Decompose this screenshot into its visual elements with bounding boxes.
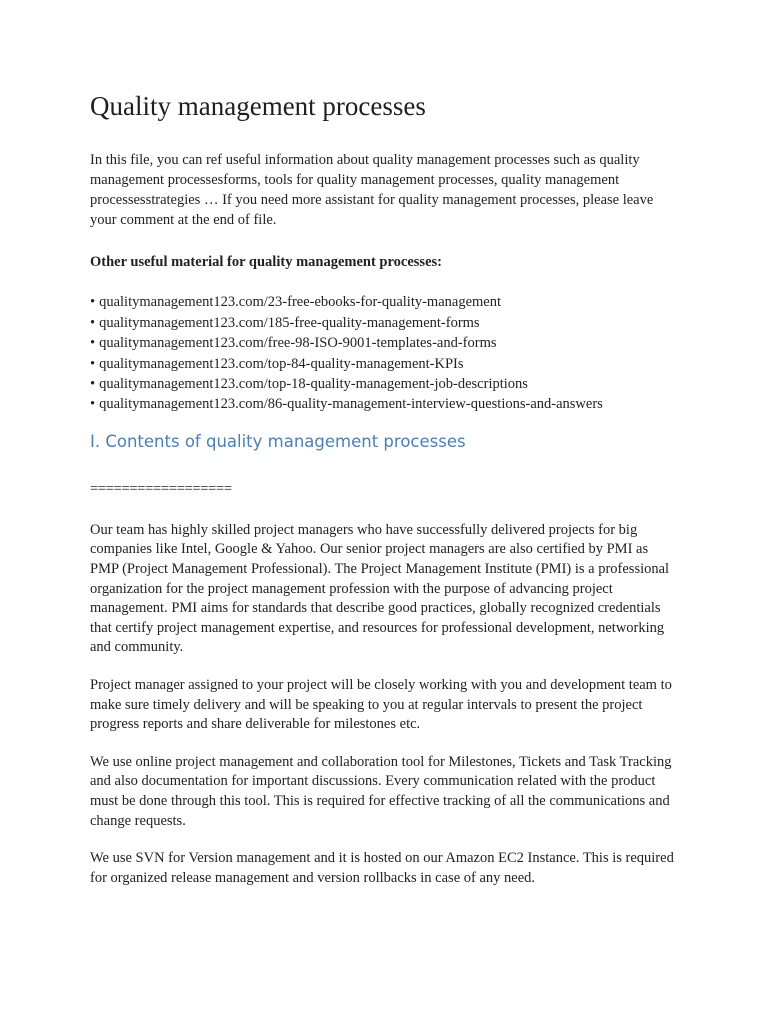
- list-item: [90, 394, 678, 414]
- body-paragraph: We use online project management and collaboration tool for Milestones, Tickets and Task Tracking and also documentation for important discussions. Every communication related with the product must be done through this tool. This is required for effective tracking of all the communications and change requests.: [90, 753, 672, 829]
- link-text[interactable]: qualitymanagement123.com/185-free-quality-management-forms: [99, 314, 480, 331]
- intro-paragraph: In this file, you can ref useful information about quality management processes such as quality management processesforms, tools for quality management processes, quality management processesstrategies … If you need more assistant for quality management processes, please leave your comment at the end of file.: [90, 152, 654, 229]
- body-paragraph: Our team has highly skilled project managers who have successfully delivered projects for big companies like Intel, Google & Yahoo. Our senior project managers are also certified by PMI as PMP (Project Management Professional). The Project Management Institute (PMI) is a professional organization for the project management profession with the purpose of advancing project management. PMI aims for standards that describe good practices, globally recognized credentials that certify project management expertise, and resources for professional development, networking and community.: [90, 521, 670, 656]
- link-text[interactable]: qualitymanagement123.com/top-84-quality-management-KPIs: [99, 355, 464, 372]
- separator-line: ==================: [90, 480, 232, 497]
- list-item: [90, 333, 678, 353]
- bullet-icon: •: [90, 376, 96, 393]
- list-item: [90, 292, 678, 312]
- page-title: Quality management processes: [90, 91, 426, 121]
- body-paragraph: We use SVN for Version management and it is hosted on our Amazon EC2 Instance. This is required for organized release management and version rollbacks in case of any need.: [90, 850, 674, 886]
- bullet-icon: •: [90, 355, 96, 372]
- section-heading: I. Contents of quality management processes: [90, 431, 466, 451]
- link-text[interactable]: qualitymanagement123.com/23-free-ebooks-for-quality-management: [99, 294, 502, 311]
- list-item: [90, 374, 678, 394]
- link-text[interactable]: qualitymanagement123.com/free-98-ISO-9001-templates-and-forms: [99, 335, 497, 352]
- body-paragraph: Project manager assigned to your project will be closely working with you and development team to make sure timely delivery and will be speaking to you at regular intervals to present the project progress reports and share deliverable for milestones etc.: [90, 676, 672, 733]
- list-item: [90, 313, 678, 333]
- link-text[interactable]: qualitymanagement123.com/86-quality-management-interview-questions-and-answers: [99, 396, 603, 413]
- useful-links-list: [90, 292, 678, 414]
- bullet-icon: •: [90, 335, 96, 352]
- bullet-icon: •: [90, 294, 96, 311]
- link-text[interactable]: qualitymanagement123.com/top-18-quality-management-job-descriptions: [99, 376, 528, 393]
- bullet-icon: •: [90, 396, 96, 413]
- bullet-icon: •: [90, 314, 96, 331]
- list-item: [90, 354, 678, 374]
- other-material-heading: Other useful material for quality management processes:: [90, 254, 442, 271]
